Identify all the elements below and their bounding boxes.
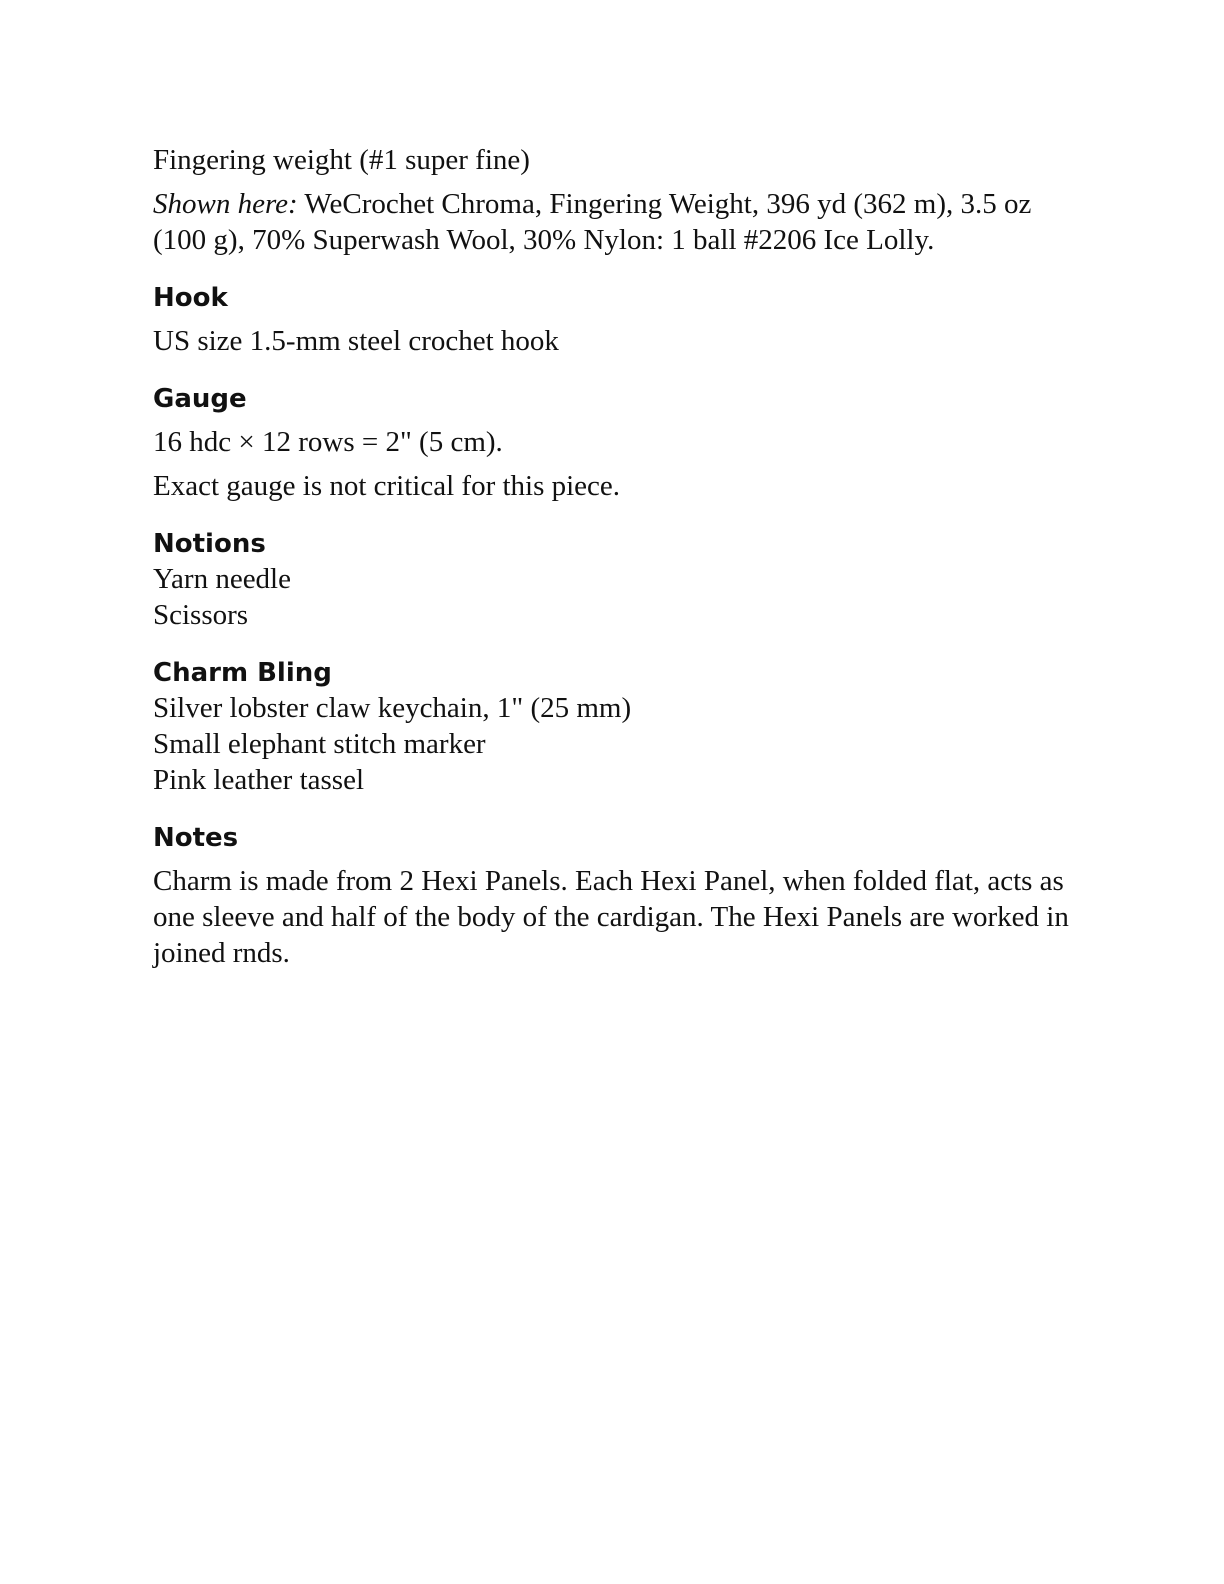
notions-heading: Notions <box>153 529 266 559</box>
shown-here-label: Shown here: <box>153 188 298 220</box>
shown-here-text: WeCrochet Chroma, Fingering Weight, 396 yd (362 m), 3.5 oz (100 g), 70% Superwash Wool, 30% Nylon: 1 ball #2206 Ice Lolly. <box>153 188 1032 256</box>
notes-text: Charm is made from 2 Hexi Panels. Each Hexi Panel, when folded flat, acts as one sleeve and half of the body of the cardigan. The Hexi Panels are worked in joined rnds. <box>153 865 1069 969</box>
hook-heading: Hook <box>153 283 228 313</box>
notes-section <box>153 821 1073 971</box>
yarn-section <box>153 142 1073 258</box>
list-item: Pink leather tassel <box>153 764 365 796</box>
charm-bling-heading: Charm Bling <box>153 658 332 688</box>
charm-bling-list <box>153 690 1073 798</box>
list-item: Small elephant stitch marker <box>153 728 486 760</box>
document-page <box>153 142 1073 971</box>
hook-text: US size 1.5-mm steel crochet hook <box>153 325 559 357</box>
charm-bling-section <box>153 656 1073 798</box>
gauge-line-2: Exact gauge is not critical for this piece. <box>153 470 621 502</box>
list-item: Scissors <box>153 599 249 631</box>
yarn-weight: Fingering weight (#1 super fine) <box>153 144 530 176</box>
gauge-heading: Gauge <box>153 384 247 414</box>
hook-section <box>153 281 1073 359</box>
gauge-line-1: 16 hdc × 12 rows = 2" (5 cm). <box>153 426 503 458</box>
notes-heading: Notes <box>153 823 239 853</box>
list-item: Silver lobster claw keychain, 1" (25 mm) <box>153 692 632 724</box>
gauge-section <box>153 382 1073 504</box>
list-item: Yarn needle <box>153 563 291 595</box>
yarn-shown-here <box>153 186 1073 258</box>
notions-list <box>153 561 1073 633</box>
notions-section <box>153 527 1073 633</box>
